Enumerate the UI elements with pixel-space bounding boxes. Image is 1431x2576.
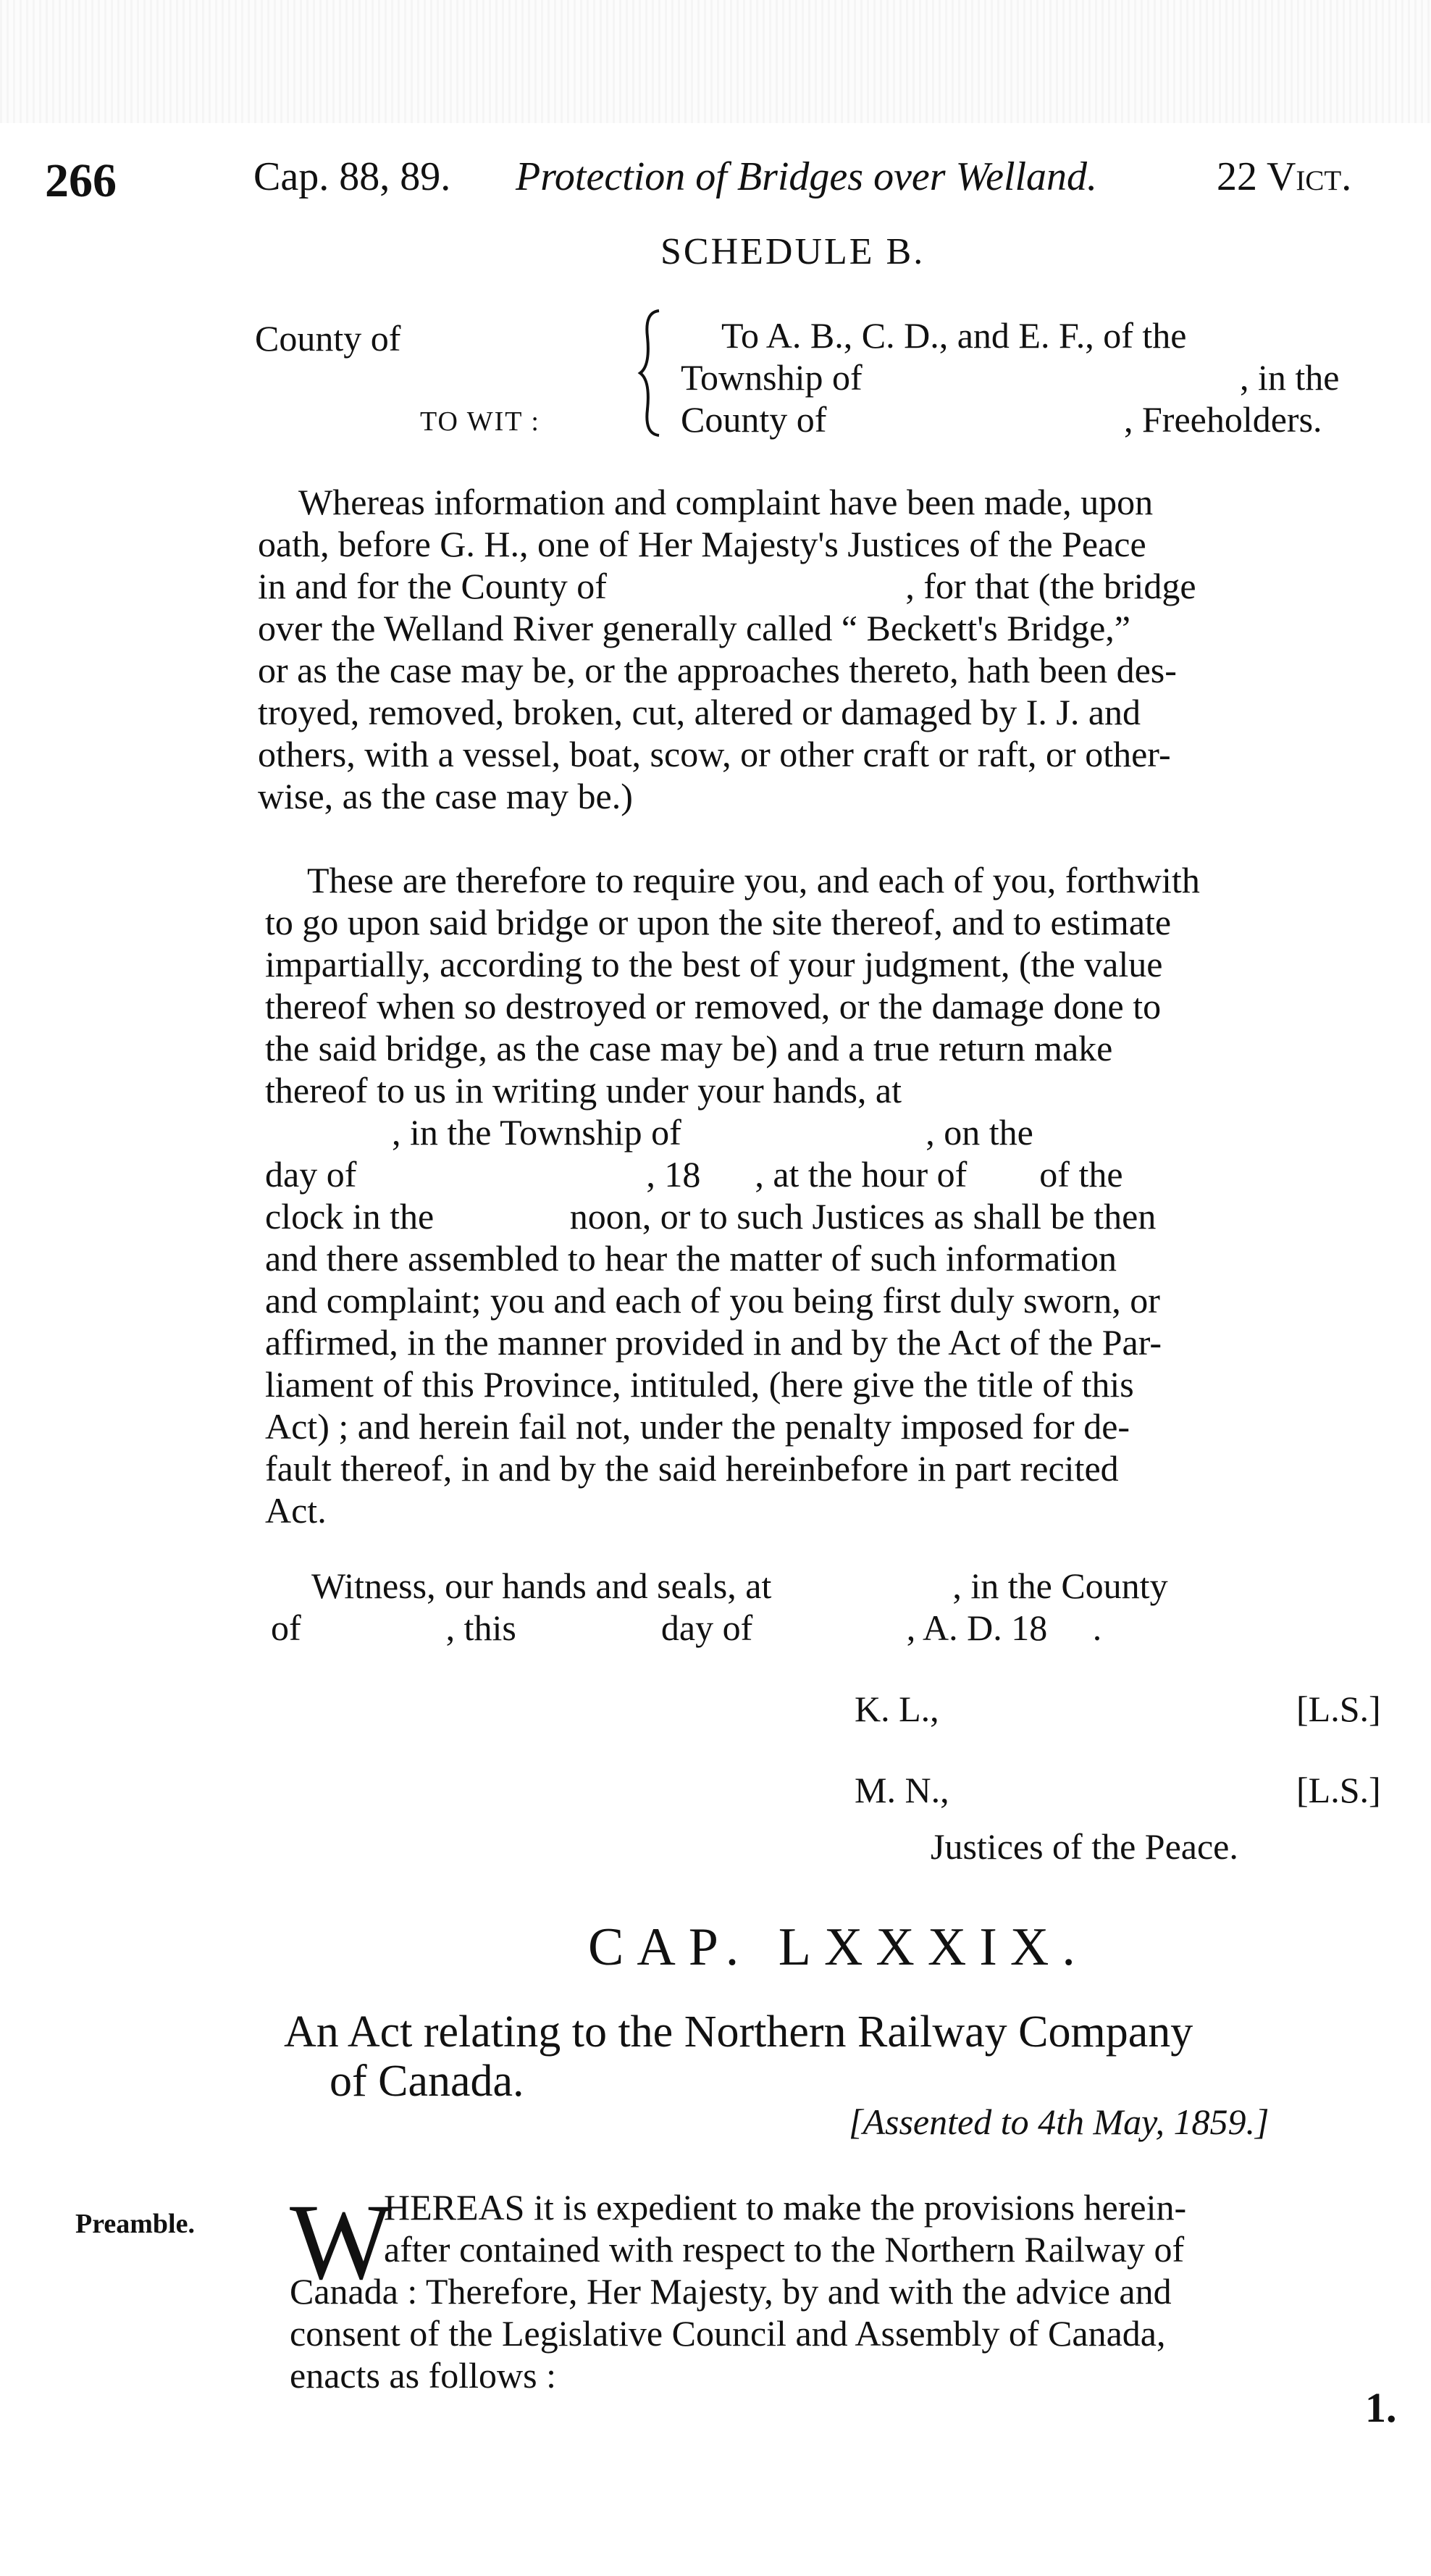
- schedule-heading: SCHEDULE B.: [660, 231, 926, 272]
- para1-line-1: Whereas information and complaint have been made, upon: [298, 482, 1154, 522]
- venue-line-2b: , in the: [1240, 357, 1340, 398]
- para1-line-4: over the Welland River generally called “ Beckett's Bridge,”: [258, 608, 1130, 648]
- para1-line-3: in and for the County of , for that (the bridge: [258, 566, 1196, 606]
- chapter-reference: Cap. 88, 89.: [253, 154, 451, 199]
- witness-line-2: of , this day of , A. D. 18 .: [271, 1607, 1102, 1648]
- assent-date: [Assented to 4th May, 1859.]: [849, 2102, 1270, 2142]
- para2-line-16: Act.: [265, 1490, 327, 1531]
- act-title-line-2: of Canada.: [330, 2057, 524, 2106]
- signature-name-1: K. L.,: [855, 1689, 939, 1729]
- scan-margin: [0, 0, 1431, 123]
- para2-line-10: and there assembled to hear the matter of such information: [265, 1238, 1117, 1279]
- para2-line-7: , in the Township of , on the: [265, 1112, 1033, 1153]
- para2-line-9: clock in the noon, or to such Justices as shall be then: [265, 1196, 1157, 1237]
- signature-name-2: M. N.,: [855, 1770, 949, 1810]
- page-number: 266: [45, 154, 117, 207]
- preamble-line-1: HEREAS it is expedient to make the provisions herein-: [384, 2187, 1187, 2228]
- justices-label: Justices of the Peace.: [931, 1826, 1238, 1867]
- para2-line-13: liament of this Province, intituled, (here give the title of this: [265, 1364, 1134, 1405]
- preamble-line-2: after contained with respect to the Northern Railway of: [384, 2229, 1185, 2270]
- para1-line-5: or as the case may be, or the approaches thereto, hath been des-: [258, 650, 1177, 690]
- para2-line-4: thereof when so destroyed or removed, or the damage done to: [265, 986, 1162, 1026]
- para2-line-5: the said bridge, as the case may be) and a true return make: [265, 1028, 1113, 1069]
- to-wit-label: TO WIT :: [420, 406, 540, 437]
- para2-line-3: impartially, according to the best of your judgment, (the value: [265, 944, 1163, 984]
- preamble-line-4: consent of the Legislative Council and Assembly of Canada,: [290, 2313, 1166, 2354]
- venue-line-3b: , Freeholders.: [1124, 399, 1322, 440]
- seal-2: [L.S.]: [1296, 1770, 1381, 1810]
- para2-line-12: affirmed, in the manner provided in and by the Act of the Par-: [265, 1322, 1162, 1363]
- para2-line-6: thereof to us in writing under your hands, at: [265, 1070, 902, 1111]
- regnal-year: 22 Vict.: [1217, 154, 1352, 199]
- para1-line-2: oath, before G. H., one of Her Majesty's Justices of the Peace: [258, 524, 1146, 564]
- seal-1: [L.S.]: [1296, 1689, 1381, 1729]
- para2-line-15: fault thereof, in and by the said hereinbefore in part recited: [265, 1448, 1119, 1489]
- para1-line-7: others, with a vessel, boat, scow, or other craft or raft, or other-: [258, 734, 1171, 774]
- margin-note-preamble: Preamble.: [75, 2209, 195, 2239]
- para1-line-8: wise, as the case may be.): [258, 776, 633, 816]
- venue-line-2a: Township of: [681, 357, 863, 398]
- venue-line-3a: County of: [681, 399, 827, 440]
- brace-icon: [637, 308, 666, 438]
- para2-line-2: to go upon said bridge or upon the site thereof, and to estimate: [265, 902, 1172, 942]
- para2-line-11: and complaint; you and each of you being first duly sworn, or: [265, 1280, 1160, 1321]
- para2-line-1: These are therefore to require you, and each of you, forthwith: [307, 860, 1200, 900]
- witness-line-1: Witness, our hands and seals, at , in the County: [311, 1565, 1168, 1606]
- preamble-line-3: Canada : Therefore, Her Majesty, by and with the advice and: [290, 2271, 1172, 2312]
- preamble-line-5: enacts as follows :: [290, 2355, 556, 2396]
- drop-cap: W: [290, 2182, 393, 2302]
- running-title: Protection of Bridges over Welland.: [516, 154, 1098, 199]
- venue-line-1: To A. B., C. D., and E. F., of the: [721, 315, 1187, 356]
- catchword: 1.: [1365, 2384, 1397, 2431]
- county-label: County of: [255, 318, 401, 359]
- para2-line-14: Act) ; and herein fail not, under the penalty imposed for de-: [265, 1406, 1130, 1447]
- act-title-line-1: An Act relating to the Northern Railway Company: [284, 2007, 1193, 2057]
- chapter-heading: CAP. LXXXIX.: [588, 1918, 1088, 1977]
- para1-line-6: troyed, removed, broken, cut, altered or damaged by I. J. and: [258, 692, 1141, 732]
- para2-line-8: day of , 18 , at the hour of of the: [265, 1154, 1123, 1195]
